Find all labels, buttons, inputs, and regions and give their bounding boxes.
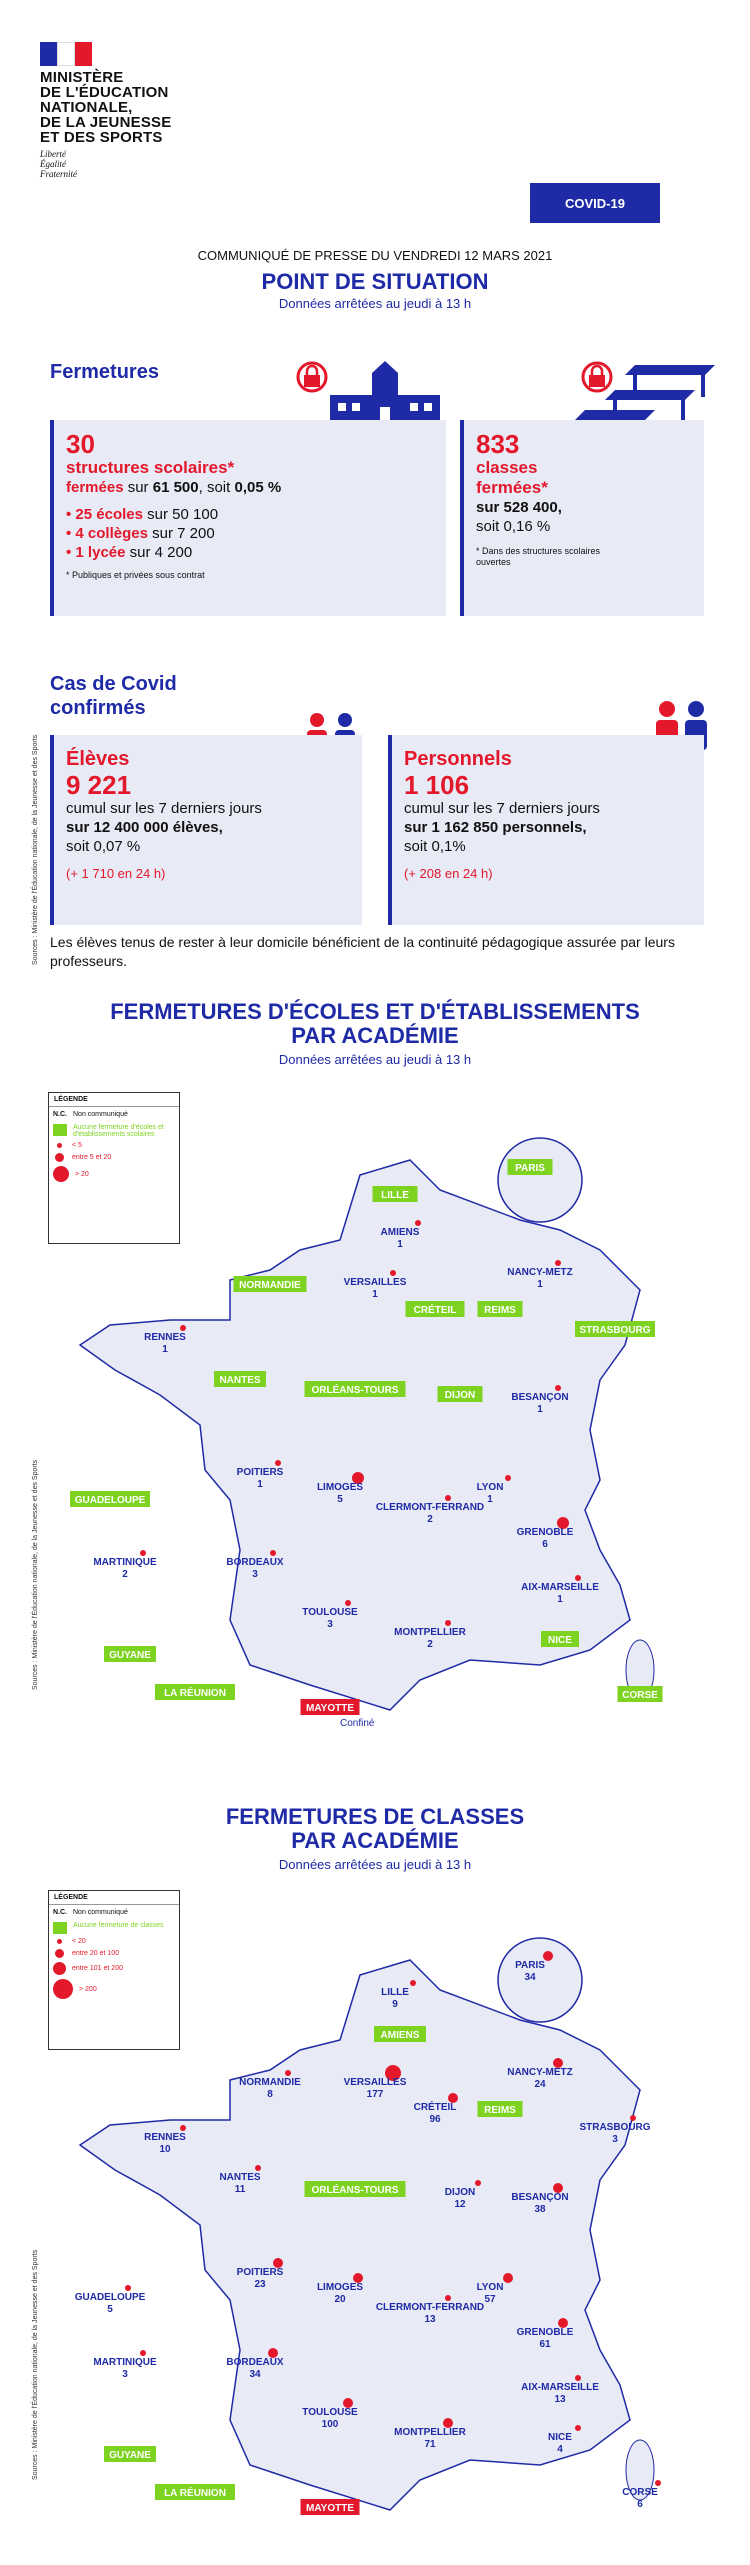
region-label: LILLE	[381, 1190, 409, 1201]
page-title: POINT DE SITUATION	[261, 269, 489, 294]
pct-prefix: , soit	[198, 479, 231, 496]
region-label: DIJON	[444, 1390, 476, 1401]
region-value: 23	[254, 2279, 266, 2290]
region-label: GUYANE	[109, 1650, 151, 1661]
region-label: LILLE	[381, 1987, 409, 1998]
map2-subtitle: Données arrêtées au jeudi à 13 h	[278, 1857, 472, 1872]
region-value: 34	[249, 2369, 261, 2380]
region-label: ORLÉANS-TOURS	[311, 2185, 399, 2196]
region-label: STRASBOURG	[579, 2122, 651, 2133]
map1-subtitle: Données arrêtées au jeudi à 13 h	[278, 1052, 472, 1067]
motto	[40, 149, 260, 179]
item-rest: sur 50 100	[147, 506, 219, 523]
region-value: 1	[557, 1594, 563, 1605]
map-svg	[0, 1880, 750, 2560]
region-orl-ans-tours	[305, 2181, 406, 2197]
region-dot	[475, 2180, 481, 2186]
region-label: LYON	[476, 2282, 504, 2293]
region-label: LIMOGES	[316, 1482, 364, 1493]
school-closures-label: structures scolaires*	[66, 458, 235, 477]
region-corse	[618, 1686, 663, 1702]
region-orl-ans-tours	[305, 1381, 406, 1397]
region-value: 4	[557, 2444, 563, 2455]
region-label: POITIERS	[236, 2267, 284, 2278]
region-value: 13	[554, 2394, 566, 2405]
region-value: 1	[537, 1404, 543, 1415]
region-la-r-union	[155, 1684, 235, 1700]
covid-title-line-2: confirmés	[50, 697, 146, 719]
region-mayotte	[301, 2499, 360, 2515]
closed-word: fermées	[66, 479, 124, 496]
region-cr-teil	[406, 1301, 465, 1317]
region-reims	[478, 1301, 523, 1317]
ministry-line-2: DE L'ÉDUCATION	[40, 84, 169, 101]
region-label: NORMANDIE	[239, 1280, 301, 1291]
region-value: 2	[427, 1514, 433, 1525]
map1-title-line-1: FERMETURES D'ÉCOLES ET D'ÉTABLISSEMENTS	[110, 999, 640, 1024]
region-label: BESANÇON	[511, 1392, 569, 1403]
region-label: DIJON	[444, 2187, 476, 2198]
region-value: 57	[484, 2294, 496, 2305]
region-label: TOULOUSE	[302, 2407, 358, 2418]
region-label: LIMOGES	[316, 2282, 364, 2293]
region-label: STRASBOURG	[579, 1325, 651, 1336]
students-delta: (+ 1 710 en 24 h)	[66, 866, 166, 881]
region-value: 5	[107, 2304, 113, 2315]
map1-title-line-2: PAR ACADÉMIE	[291, 1023, 459, 1048]
region-mayotte	[301, 1699, 360, 1715]
region-label: REIMS	[484, 2105, 516, 2116]
legend-nc-label: Non communiqué	[73, 1111, 128, 1118]
region-label: AMIENS	[380, 2030, 420, 2041]
covid-title	[50, 672, 177, 720]
region-value: 177	[366, 2089, 384, 2100]
region-label: AMIENS	[380, 1227, 420, 1238]
legend-title: LÉGENDE	[49, 1093, 179, 1107]
region-label: LA RÉUNION	[164, 1688, 226, 1699]
region-label: CRÉTEIL	[413, 1305, 457, 1316]
region-guyane	[104, 1646, 156, 1662]
region-value: 6	[637, 2499, 643, 2510]
region-dot	[125, 2285, 131, 2291]
region-dot	[445, 2295, 451, 2301]
region-label: RENNES	[144, 2132, 186, 2143]
region-label: NORMANDIE	[239, 2077, 301, 2088]
students-count: 9 221	[66, 770, 132, 800]
region-dot	[270, 1550, 276, 1556]
region-value: 2	[122, 1569, 128, 1580]
region-label: NANTES	[219, 2172, 261, 2183]
class-note: * Dans des structures scolaires ouvertes	[476, 546, 601, 567]
region-dot	[140, 2350, 146, 2356]
region-label: NANTES	[219, 1375, 261, 1386]
region-reims	[478, 2101, 523, 2117]
region-label: VERSAILLES	[343, 2077, 407, 2088]
region-label: CRÉTEIL	[413, 2102, 457, 2113]
map1	[0, 1080, 750, 1760]
staff-count: 1 106	[404, 770, 470, 800]
region-guadeloupe	[75, 2285, 146, 2315]
region-value: 1	[397, 1239, 403, 1250]
region-dijon	[438, 1386, 483, 1402]
school-note: * Publiques et privées sous contrat	[66, 570, 205, 580]
region-lille	[373, 1186, 418, 1202]
legend-nc: N.C.	[53, 1111, 67, 1118]
motto-line-3: Fraternité	[40, 169, 77, 179]
legend-s4: > 200	[79, 1985, 97, 1993]
motto-line-1: Liberté	[40, 149, 66, 159]
region-value: 20	[334, 2294, 346, 2305]
list-item	[66, 543, 434, 562]
region-value: 1	[162, 1344, 168, 1355]
covid-title-line-1: Cas de Covid	[50, 673, 177, 695]
region-dot	[503, 2273, 513, 2283]
staff-line-3: soit 0,1%	[404, 838, 466, 855]
region-value: 13	[424, 2314, 436, 2325]
region-value: 11	[234, 2184, 246, 2195]
region-label: RENNES	[144, 1332, 186, 1343]
region-label: BORDEAUX	[226, 1557, 284, 1568]
region-label: PARIS	[515, 1163, 545, 1174]
region-martinique	[93, 2350, 157, 2380]
region-martinique	[93, 1550, 157, 1580]
region-value: 3	[327, 1619, 333, 1630]
region-value: 71	[424, 2439, 436, 2450]
students-label: Élèves	[66, 748, 130, 770]
region-label: MAYOTTE	[306, 1703, 354, 1714]
region-dot	[655, 2480, 661, 2486]
ministry-block	[40, 70, 260, 179]
item-rest: sur 7 200	[152, 525, 215, 542]
class-closures-count: 833	[476, 429, 520, 459]
region-label: POITIERS	[236, 1467, 284, 1478]
closures-title: Fermetures	[50, 361, 159, 383]
covid-badge: COVID-19	[530, 183, 660, 223]
region-label: MAYOTTE	[306, 2503, 354, 2514]
region-label: GRENOBLE	[516, 1527, 574, 1538]
region-normandie	[234, 1276, 307, 1292]
legend-s2: entre 20 et 100	[72, 1950, 120, 1957]
region-dot	[575, 2425, 581, 2431]
region-value: 1	[257, 1479, 263, 1490]
map2	[0, 1880, 750, 2560]
class-closures-card	[460, 420, 704, 616]
class-label-1: classes	[476, 458, 538, 477]
school-pct: 0,05 %	[234, 479, 282, 496]
region-value: 3	[612, 2134, 618, 2145]
map2-title-line-2: PAR ACADÉMIE	[291, 1828, 459, 1853]
region-dot	[255, 2165, 261, 2171]
region-label: REIMS	[484, 1305, 516, 1316]
students-line-2: sur 12 400 000 élèves,	[66, 819, 223, 836]
region-value: 38	[534, 2204, 546, 2215]
region-value: 12	[454, 2199, 466, 2210]
region-label: TOULOUSE	[302, 1607, 358, 1618]
legend-s2: entre 5 et 20	[72, 1154, 112, 1161]
region-label: NICE	[548, 1635, 572, 1646]
class-label-2: fermées*	[476, 478, 548, 497]
marianne-logo	[40, 42, 92, 66]
page-subtitle: Données arrêtées au jeudi à 13 h	[278, 296, 472, 311]
region-label: CLERMONT-FERRAND	[375, 2302, 485, 2313]
region-dot	[505, 1475, 511, 1481]
region-label: GUADELOUPE	[74, 1495, 146, 1506]
region-dot	[285, 2070, 291, 2076]
class-pct: soit 0,16 %	[476, 518, 551, 535]
region-label: LA RÉUNION	[164, 2488, 226, 2499]
region-value: 34	[524, 1972, 536, 1983]
map-svg	[0, 1080, 750, 1760]
region-dot	[555, 1385, 561, 1391]
source-note-2: Sources : Ministère de l'Éducation nationale, de la Jeunesse et des Sports	[32, 1459, 39, 1690]
legend-title: LÉGENDE	[49, 1891, 179, 1905]
staff-delta: (+ 208 en 24 h)	[404, 866, 493, 881]
region-label: CORSE	[622, 1690, 658, 1701]
continuity-note: Les élèves tenus de rester à leur domicile bénéficient de la continuité pédagogique assurée par leurs professeurs.	[50, 934, 675, 969]
legend-green-label: Aucune fermeture d'écoles et d'établissements scolaires	[73, 1124, 164, 1138]
legend-s1: < 20	[72, 1938, 86, 1945]
region-dot	[390, 1270, 396, 1276]
school-closures-count: 30	[66, 429, 95, 459]
region-dot	[180, 2125, 186, 2131]
paris-inset	[498, 1138, 582, 1222]
source-note-1: Sources : Ministère de l'Éducation nationale, de la Jeunesse et des Sports	[32, 734, 39, 965]
region-label: MARTINIQUE	[93, 1557, 157, 1568]
region-nice	[541, 1631, 579, 1647]
region-label: VERSAILLES	[343, 1277, 407, 1288]
region-value: 24	[534, 2079, 546, 2090]
region-label: BORDEAUX	[226, 2357, 284, 2368]
item-bold: • 4 collèges	[66, 525, 148, 542]
region-label: NICE	[548, 2432, 572, 2443]
region-value: 96	[429, 2114, 441, 2125]
region-label: GRENOBLE	[516, 2327, 574, 2338]
region-la-r-union	[155, 2484, 235, 2500]
france-outline	[80, 1960, 640, 2510]
region-dot	[575, 2375, 581, 2381]
france-outline	[80, 1160, 640, 1710]
region-label: GUYANE	[109, 2450, 151, 2461]
region-dot	[630, 2115, 636, 2121]
region-dot	[140, 1550, 146, 1556]
school-total: 61 500	[152, 479, 199, 496]
ministry-line-3: NATIONALE,	[40, 99, 133, 116]
press-line: COMMUNIQUÉ DE PRESSE DU VENDREDI 12 MARS 2021	[197, 248, 553, 263]
region-value: 9	[392, 1999, 398, 2010]
region-label: CORSE	[622, 2487, 658, 2498]
map2-title-line-1: FERMETURES DE CLASSES	[225, 1804, 525, 1829]
region-label: MONTPELLIER	[394, 1627, 466, 1638]
region-label: NANCY-METZ	[507, 1267, 573, 1278]
region-label: AIX-MARSEILLE	[521, 2382, 599, 2393]
region-dot	[410, 1980, 416, 1986]
region-dot	[345, 1600, 351, 1606]
ministry-line-5: ET DES SPORTS	[40, 129, 163, 146]
region-value: 61	[539, 2339, 551, 2350]
students-card	[50, 735, 362, 925]
region-paris	[508, 1159, 553, 1175]
students-line-1: cumul sur les 7 derniers jours	[66, 800, 262, 817]
region-value: 6	[542, 1539, 548, 1550]
region-guadeloupe	[70, 1491, 150, 1507]
region-label: CLERMONT-FERRAND	[375, 1502, 485, 1513]
legend-green-label: Aucune fermeture de classes	[73, 1922, 164, 1929]
paris-inset	[498, 1938, 582, 2022]
region-value: 100	[321, 2419, 339, 2430]
mayotte-note: Confiné	[340, 1718, 375, 1729]
region-dot	[555, 1260, 561, 1266]
region-label: NANCY-METZ	[507, 2067, 573, 2078]
region-guyane	[104, 2446, 156, 2462]
region-dot	[445, 1495, 451, 1501]
region-dot	[415, 1220, 421, 1226]
staff-line-2: sur 1 162 850 personnels,	[404, 819, 587, 836]
of-word: sur	[127, 479, 149, 496]
ministry-line-1: MINISTÈRE	[40, 69, 124, 86]
school-lock-icon	[290, 355, 450, 425]
school-closures-card	[50, 420, 446, 616]
region-label: ORLÉANS-TOURS	[311, 1385, 399, 1396]
region-dot	[275, 1460, 281, 1466]
region-label: MONTPELLIER	[394, 2427, 466, 2438]
region-value: 1	[372, 1289, 378, 1300]
legend-nc: N.C.	[53, 1909, 67, 1916]
motto-line-2: Égalité	[40, 159, 66, 169]
region-value: 3	[122, 2369, 128, 2380]
source-note-3: Sources : Ministère de l'Éducation nationale, de la Jeunesse et des Sports	[32, 2249, 39, 2480]
staff-line-1: cumul sur les 7 derniers jours	[404, 800, 600, 817]
legend-nc-label: Non communiqué	[73, 1909, 128, 1916]
staff-card	[388, 735, 704, 925]
item-bold: • 1 lycée	[66, 544, 126, 561]
legend-s3: > 20	[75, 1170, 89, 1178]
region-label: MARTINIQUE	[93, 2357, 157, 2368]
region-dot	[180, 1325, 186, 1331]
region-label: LYON	[476, 1482, 504, 1493]
region-value: 8	[267, 2089, 273, 2100]
region-dot	[445, 1620, 451, 1626]
region-label: BESANÇON	[511, 2192, 569, 2203]
legend-s1: < 5	[72, 1142, 82, 1149]
region-value: 2	[427, 1639, 433, 1650]
list-item	[66, 524, 434, 543]
region-label: GUADELOUPE	[74, 2292, 146, 2303]
legend-s3: entre 101 et 200	[72, 1965, 123, 1972]
region-value: 1	[537, 1279, 543, 1290]
region-dot	[575, 1575, 581, 1581]
region-label: AIX-MARSEILLE	[521, 1582, 599, 1593]
region-value: 1	[487, 1494, 493, 1505]
ministry-line-4: DE LA JEUNESSE	[40, 114, 172, 131]
class-total: sur 528 400,	[476, 499, 562, 516]
region-amiens	[374, 2026, 426, 2042]
staff-label: Personnels	[404, 748, 512, 770]
students-line-3: soit 0,07 %	[66, 838, 141, 855]
school-closures-total	[66, 478, 434, 497]
region-value: 3	[252, 1569, 258, 1580]
item-rest: sur 4 200	[129, 544, 193, 561]
region-label: PARIS	[515, 1960, 545, 1971]
list-item	[66, 505, 434, 524]
region-value: 10	[159, 2144, 171, 2155]
region-strasbourg	[575, 1321, 655, 1337]
region-nantes	[214, 1371, 266, 1387]
item-bold: • 25 écoles	[66, 506, 143, 523]
region-value: 5	[337, 1494, 343, 1505]
